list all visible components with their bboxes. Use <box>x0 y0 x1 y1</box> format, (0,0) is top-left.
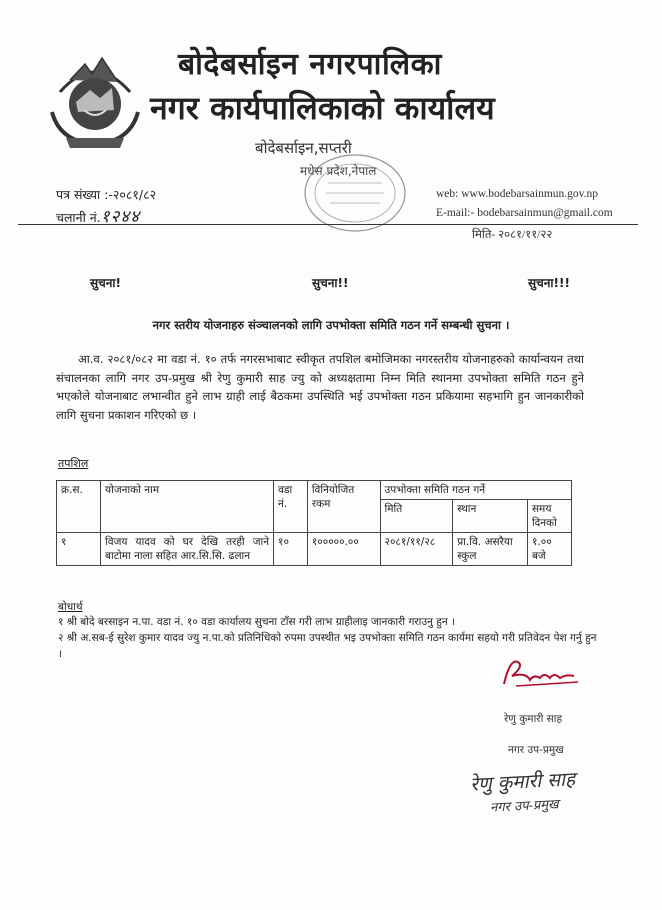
cc-title: बोधार्थ <box>58 601 83 613</box>
schedule-label: तपशिल <box>58 457 89 470</box>
notice-center: सुचना!! <box>312 276 349 290</box>
signature-mark <box>496 652 586 692</box>
dispatch-label: चलानी नं. <box>56 210 101 225</box>
address-line-1: बोदेबर्साइन,सप्तरी <box>255 139 352 157</box>
office-name: नगर कार्यपालिकाको कार्यालय <box>150 89 495 127</box>
letter-number: पत्र संख्या :-२०८१/८२ <box>56 187 157 202</box>
header-date: मिति <box>380 500 453 533</box>
header-time: समय दिनको <box>527 500 571 533</box>
header-plan-name: योजनाको नाम <box>101 481 274 533</box>
header-committee: उपभोक्ता समिति गठन गर्ने <box>380 481 571 500</box>
body-paragraph: आ.व. २०८१/०८२ मा वडा नं. १० तर्फ नगरसभाबाट स्वीकृत तपशिल बमोजिमका नगरस्तरीय योजनाहरुको कार्यान्वयन तथा संचालनका लागि नगर उप-प्रमुख श्री रेणु कुमारी साह ज्यु को अध्यक्षतामा निम्न मिति स्थानमा उपभोक्ता समिति गठन हुने भएकोले योजनाबाट लभान्वीत हुने लाभ ग्राही लाई बैठकमा उपस्थिति भई उपभोक्ता गठन प्रकियामा सहभागि हुन जानकारीको लागि सुचना प्रकाशन गरिएको छ । <box>56 352 584 422</box>
email: E-mail:- bodebarsainmun@gmail.com <box>436 207 613 219</box>
address-line-2: मधेस प्रदेश,नेपाल <box>300 164 377 178</box>
header-amount: विनियोजित रकम <box>307 481 380 533</box>
signatory-title: नगर उप-प्रमुख <box>508 744 564 756</box>
header-ward: वडा नं. <box>274 481 308 533</box>
organization-name: बोदेबर्साइन नगरपालिका <box>178 47 442 82</box>
dispatch-number: १२४४ <box>100 207 141 227</box>
notice-left: सुचना! <box>90 276 121 290</box>
cell-sn: १ <box>57 533 101 566</box>
notice-right: सुचना!!! <box>528 276 570 290</box>
cell-time: १.०० बजे <box>527 533 571 566</box>
cc-item: १ श्री बोदे बरसाइन न.पा. वडा नं. १० वडा कार्यालय सुचना टाँस गरी लाभ ग्राहीलाइ जानकारी गराउनु हुन । <box>58 616 456 628</box>
subject-line: नगर स्तरीय योजनाहरु संञ्चालनको लागि उपभोक्ता समिति गठन गर्ने सम्बन्धी सुचना । <box>152 318 510 332</box>
nepal-emblem-icon <box>40 52 150 152</box>
header-divider <box>18 224 638 225</box>
cell-date: २०८१/११/२८ <box>380 533 453 566</box>
title-stamp: नगर उप-प्रमुख <box>489 797 560 816</box>
name-stamp: रेणु कुमारी साह <box>469 768 576 796</box>
letter-date: मिति- २०८१/११/२२ <box>472 229 553 241</box>
cc-item: २ श्री अ.सब-ई सुरेश कुमार यादव ज्यु न.पा.को प्रतिनिधिको रुपमा उपस्थीत भइ उपभोक्ता समिति गठन कार्यमा सहयो गरी प्रतिवेदन पेश गर्नु हुन । <box>58 632 597 660</box>
table-header-row <box>57 481 572 500</box>
cell-amount: १०००००.०० <box>307 533 380 566</box>
website: web: www.bodebarsainmun.gov.np <box>436 188 599 200</box>
signatory-name: रेणु कुमारी साह <box>504 713 563 725</box>
header-place: स्थान <box>453 500 528 533</box>
header-sn: क्र.स. <box>57 481 101 533</box>
cell-place: प्रा.वि. असरैया स्कुल <box>453 533 528 566</box>
cell-plan-name: विजय यादव को घर देखि तरही जाने बाटोमा नाला सहित आर.सि.सि. ढलान <box>101 533 274 566</box>
table-row <box>57 533 572 566</box>
cell-ward: १० <box>274 533 308 566</box>
schedule-table <box>56 480 572 566</box>
